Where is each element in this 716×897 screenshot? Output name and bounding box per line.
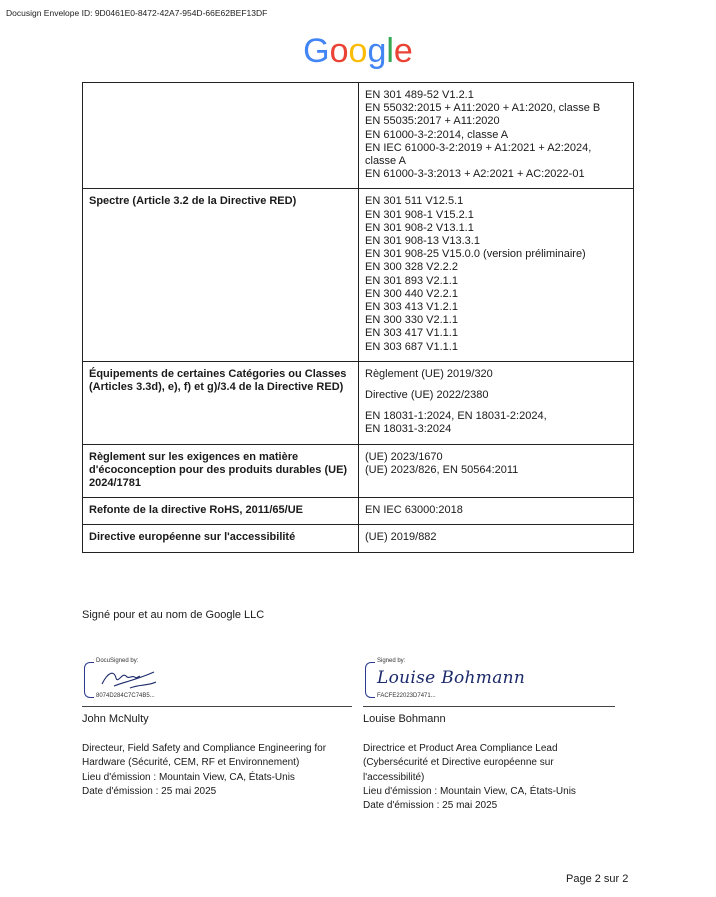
envelope-id: Docusign Envelope ID: 9D0461E0-8472-42A7-954D-66E62BEF13DF — [6, 8, 268, 18]
standard-line: EN 18031-1:2024, EN 18031-2:2024, EN 18031-3:2024 — [365, 410, 547, 436]
standard-line: EN 301 511 V12.5.1 — [365, 195, 464, 208]
standard-line: EN 301 908-25 V15.0.0 (version préliminaire) — [365, 248, 586, 261]
standards-cell — [359, 189, 634, 361]
description-line: (Cybersécurité et Directive européenne sur — [363, 757, 554, 769]
description-line: Hardware (Sécurité, CEM, RF et Environnement) — [82, 757, 300, 769]
standard-line: EN 301 908-2 V13.1.1 — [365, 221, 474, 234]
stamp-label: DocuSigned by: — [96, 658, 139, 664]
logo-letter: e — [393, 32, 413, 70]
description-line: Date d'émission : 25 mai 2025 — [363, 800, 498, 812]
logo-letter: o — [329, 32, 349, 70]
signed-for-statement: Signé pour et au nom de Google LLC — [82, 609, 265, 621]
standard-line: (UE) 2023/826, EN 50564:2011 — [365, 463, 519, 476]
table-row — [83, 361, 634, 444]
logo-letter: l — [386, 32, 394, 70]
google-logo-wordmark — [298, 28, 418, 74]
standard-line: EN 55035:2017 + A11:2020 — [365, 115, 500, 128]
table-row — [83, 189, 634, 361]
category-cell: Refonte de la directive RoHS, 2011/65/UE — [83, 498, 359, 525]
standard-line: EN IEC 61000-3-2:2019 + A1:2021 + A2:2024, — [365, 141, 592, 154]
standard-line: EN 61000-3-2:2014, classe A — [365, 128, 509, 141]
description-line: Date d'émission : 25 mai 2025 — [82, 785, 217, 797]
standard-line: EN 303 413 V1.2.1 — [365, 301, 458, 314]
logo-letter: G — [303, 32, 330, 70]
description-line: Lieu d'émission : Mountain View, CA, États-Unis — [363, 785, 576, 797]
signatory-description — [82, 742, 352, 799]
category-cell — [83, 83, 359, 189]
handwritten-signature — [96, 666, 166, 692]
standards-cell — [359, 525, 634, 552]
google-logo — [0, 28, 716, 74]
signatory-name: Louise Bohmann — [363, 713, 446, 725]
description-line: l'accessibilité) — [363, 771, 425, 783]
standard-line: classe A — [365, 155, 406, 168]
signature-line — [82, 706, 352, 707]
standards-cell — [359, 444, 634, 498]
signatory-description — [363, 742, 615, 813]
stamp-hash: 8074D284C7C74B5... — [96, 693, 155, 699]
signature-block-john-mcnulty — [82, 656, 352, 799]
category-cell: Équipements de certaines Catégories ou Classes (Articles 3.3d), e), f) et g)/3.4 de la Directive RED) — [83, 361, 359, 444]
signatory-name: John McNulty — [82, 713, 149, 725]
stamp-label: Signed by: — [377, 658, 406, 664]
handwritten-signature: Louise Bohmann — [377, 668, 526, 688]
standard-line: (UE) 2019/882 — [365, 531, 437, 544]
standards-cell — [359, 498, 634, 525]
standards-cell — [359, 83, 634, 189]
table-row — [83, 444, 634, 498]
table-row — [83, 498, 634, 525]
docusign-stamp — [82, 656, 352, 702]
docusign-stamp — [363, 656, 615, 702]
stamp-hash: FACFE22023D7471... — [377, 693, 436, 699]
signature-line — [363, 706, 615, 707]
standard-line: EN 303 687 V1.1.1 — [365, 340, 458, 353]
standard-line: EN 301 893 V2.1.1 — [365, 274, 458, 287]
standard-line: EN 300 328 V2.2.2 — [365, 261, 458, 274]
standards-cell — [359, 361, 634, 444]
standard-line: EN 300 330 V2.1.1 — [365, 314, 458, 327]
logo-letter: g — [367, 32, 387, 70]
standard-line: EN 301 489-52 V1.2.1 — [365, 89, 474, 101]
page-number: Page 2 sur 2 — [566, 873, 629, 885]
standard-line: EN 300 440 V2.2.1 — [365, 287, 458, 300]
standard-line: EN IEC 63000:2018 — [365, 504, 463, 517]
standards-table — [82, 82, 634, 553]
description-line: Directrice et Product Area Compliance Lead — [363, 743, 558, 754]
standard-line: EN 301 908-1 V15.2.1 — [365, 208, 474, 221]
standard-line: EN 55032:2015 + A11:2020 + A1:2020, classe B — [365, 102, 601, 115]
table-row — [83, 525, 634, 552]
standard-line: Règlement (UE) 2019/320 — [365, 367, 493, 380]
standard-line: EN 61000-3-3:2013 + A2:2021 + AC:2022-01 — [365, 168, 585, 181]
category-cell: Spectre (Article 3.2 de la Directive RED) — [83, 189, 359, 361]
svg-text:Google — [303, 32, 413, 70]
standard-line: EN 303 417 V1.1.1 — [365, 327, 458, 340]
description-line: Directeur, Field Safety and Compliance Engineering for — [82, 743, 327, 754]
standard-line: EN 301 908-13 V13.3.1 — [365, 235, 480, 248]
category-cell: Règlement sur les exigences en matière d'écoconception pour des produits durables (UE) 2024/1781 — [83, 444, 359, 498]
description-line: Lieu d'émission : Mountain View, CA, États-Unis — [82, 771, 295, 783]
standard-line: Directive (UE) 2022/2380 — [365, 389, 489, 402]
table-row — [83, 83, 634, 189]
logo-letter: o — [348, 32, 368, 70]
category-cell: Directive européenne sur l'accessibilité — [83, 525, 359, 552]
signature-block-louise-bohmann — [363, 656, 615, 813]
standard-line: (UE) 2023/1670 — [365, 450, 443, 463]
